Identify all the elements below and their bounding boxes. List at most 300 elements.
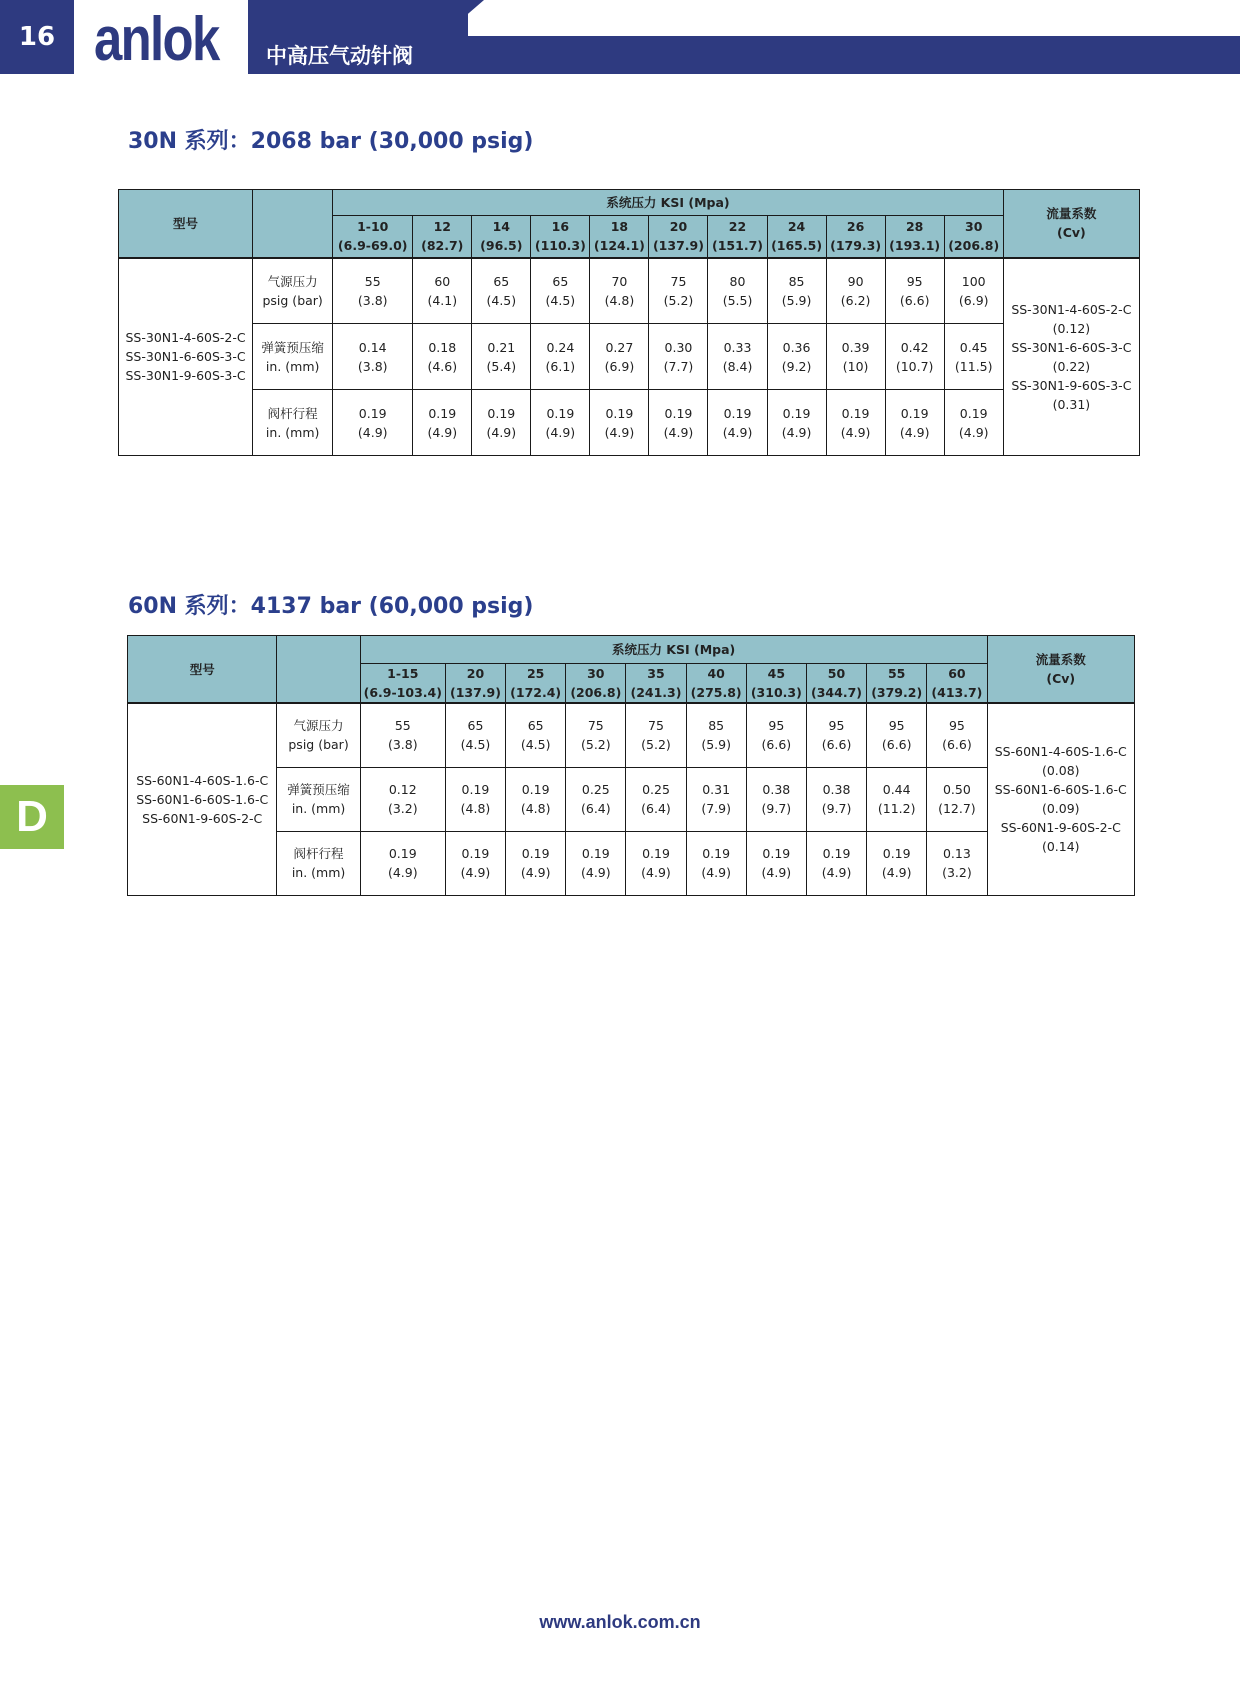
- table-cell: [566, 767, 626, 831]
- table-cell: [360, 831, 445, 895]
- cell-value: 0.50: [942, 782, 971, 797]
- cell-value: 65: [552, 273, 569, 289]
- section-title-60n: 60N 系列：4137 bar (60,000 psig): [128, 594, 534, 619]
- cell-value: 0.19: [358, 405, 387, 421]
- pressure-column-header: [867, 664, 927, 704]
- cell-value-metric: (4.9): [701, 865, 731, 880]
- row-label: [277, 831, 360, 895]
- cell-value: 0.19: [723, 405, 752, 421]
- pressure-mpa: (96.5): [480, 238, 523, 254]
- cell-value-metric: (6.6): [942, 737, 972, 753]
- pressure-mpa: (310.3): [750, 685, 802, 700]
- cell-value-metric: (9.2): [781, 358, 812, 374]
- cell-value: 0.44: [882, 782, 911, 797]
- cell-value-metric: (5.2): [641, 737, 671, 753]
- cell-value-metric: (4.9): [958, 424, 989, 440]
- table-cell: [413, 390, 472, 456]
- cv-header: [1003, 190, 1139, 258]
- pressure-mpa: (165.5): [771, 238, 823, 254]
- label-header-blank: [277, 636, 360, 704]
- table-cell: [413, 324, 472, 390]
- table-cell: [531, 324, 590, 390]
- pressure-column-header: [767, 216, 826, 258]
- cell-value-metric: (4.9): [781, 424, 812, 440]
- table-cell: [708, 258, 767, 324]
- page-number: 16: [0, 0, 74, 74]
- cell-value: 0.19: [388, 846, 417, 861]
- pressure-column-header: [590, 216, 649, 258]
- cell-value-metric: (5.9): [701, 737, 731, 753]
- cell-value: 95: [948, 718, 965, 734]
- row-label-unit: in. (mm): [291, 801, 346, 816]
- cell-value-metric: (5.2): [663, 292, 694, 308]
- cell-value: 0.19: [822, 846, 851, 861]
- cell-value: 0.19: [461, 846, 490, 861]
- table-cell: [472, 258, 531, 324]
- table-cell: [590, 258, 649, 324]
- cell-value: 60: [434, 273, 451, 289]
- pressure-ksi: 30: [587, 666, 605, 681]
- table-cell: [686, 831, 746, 895]
- pressure-ksi: 28: [905, 219, 924, 235]
- table-cell: [826, 324, 885, 390]
- pressure-ksi: 16: [551, 219, 570, 235]
- cell-value-metric: (6.6): [899, 292, 930, 308]
- table-cell: [686, 703, 746, 767]
- cell-value: 0.19: [782, 405, 811, 421]
- cell-value-metric: (4.5): [520, 737, 551, 753]
- spec-table-60n: [127, 635, 1135, 896]
- pressure-ksi: 26: [846, 219, 865, 235]
- row-label-unit: psig (bar): [262, 292, 323, 308]
- pressure-column-header: [944, 216, 1003, 258]
- brand-logo: anlok: [94, 5, 219, 74]
- table-row: [128, 831, 1135, 895]
- cell-value-metric: (11.2): [877, 801, 916, 816]
- table-cell: [885, 324, 944, 390]
- cell-value: 0.38: [762, 782, 791, 797]
- cell-value-metric: (4.9): [520, 865, 551, 880]
- row-label: [277, 703, 360, 767]
- cell-value-metric: (4.9): [722, 424, 753, 440]
- pressure-mpa: (137.9): [449, 685, 501, 700]
- table-cell: [826, 390, 885, 456]
- cv-value: (0.08): [1041, 763, 1080, 779]
- row-label: [277, 767, 360, 831]
- row-label: [253, 324, 333, 390]
- cell-value: 0.19: [762, 846, 791, 861]
- cell-value-metric: (3.2): [387, 801, 418, 816]
- table-cell: [708, 390, 767, 456]
- cell-value-metric: (4.9): [545, 424, 576, 440]
- table-cell: [445, 831, 505, 895]
- cell-value: 0.39: [841, 339, 870, 355]
- label-header-blank: [253, 190, 333, 258]
- pressure-column-header: [360, 664, 445, 704]
- cell-value: 0.21: [487, 339, 516, 355]
- cell-value: 0.42: [900, 339, 929, 355]
- cell-value-metric: (3.2): [942, 865, 972, 880]
- cell-value-metric: (7.9): [701, 801, 731, 816]
- cv-value: (0.12): [1052, 320, 1091, 336]
- pressure-mpa: (193.1): [889, 238, 941, 254]
- footer-website[interactable]: www.anlok.com.cn: [539, 1612, 701, 1632]
- cell-value: 0.19: [900, 405, 929, 421]
- model-list: [128, 703, 277, 895]
- pressure-column-header: [333, 216, 413, 258]
- table-cell: [927, 703, 987, 767]
- cell-value-metric: (5.2): [581, 737, 611, 753]
- cell-value: 85: [708, 718, 725, 734]
- cell-value-metric: (4.9): [663, 424, 694, 440]
- cell-value: 0.18: [428, 339, 457, 355]
- cell-value-metric: (10.7): [895, 358, 934, 374]
- cell-value: 85: [788, 273, 805, 289]
- cell-value: 0.36: [782, 339, 811, 355]
- cell-value-metric: (4.9): [641, 865, 671, 880]
- pressure-ksi: 55: [887, 666, 906, 681]
- cell-value: 0.19: [959, 405, 988, 421]
- pressure-mpa: (137.9): [652, 238, 704, 254]
- model-header: 型号: [128, 636, 277, 704]
- cell-value: 65: [467, 718, 484, 734]
- cell-value-metric: (4.9): [821, 865, 852, 880]
- spec-table-30n: [118, 189, 1140, 456]
- table-row: [119, 390, 1140, 456]
- table-cell: [867, 767, 927, 831]
- cell-value: 0.31: [702, 782, 731, 797]
- pressure-column-header: [506, 664, 566, 704]
- cell-value-metric: (4.8): [460, 801, 491, 816]
- table-cell: [746, 703, 806, 767]
- cell-value: 80: [729, 273, 746, 289]
- cell-value: 0.19: [642, 846, 670, 861]
- pressure-mpa: (6.9-103.4): [363, 685, 442, 700]
- pressure-column-header: [626, 664, 686, 704]
- cell-value-metric: (7.7): [663, 358, 694, 374]
- cell-value-metric: (4.9): [427, 424, 458, 440]
- table-cell: [531, 390, 590, 456]
- pressure-mpa: (179.3): [830, 238, 882, 254]
- table-cell: [531, 258, 590, 324]
- cv-value: SS-60N1-4-60S-1.6-C: [994, 744, 1127, 760]
- pressure-ksi: 45: [767, 666, 786, 681]
- row-label: [253, 390, 333, 456]
- cell-value: 0.19: [428, 405, 457, 421]
- cell-value: 0.19: [487, 405, 516, 421]
- pressure-column-header: [566, 664, 626, 704]
- cv-header-unit: (Cv): [1057, 225, 1086, 241]
- cell-value-metric: (4.9): [881, 865, 912, 880]
- cell-value-metric: (6.6): [881, 737, 912, 753]
- model-number: SS-30N1-9-60S-3-C: [125, 368, 246, 384]
- cell-value-metric: (6.2): [840, 292, 871, 308]
- table-cell: [944, 324, 1003, 390]
- cell-value: 95: [828, 718, 845, 734]
- pressure-column-header: [806, 664, 866, 704]
- pressure-mpa: (6.9-69.0): [337, 238, 408, 254]
- cell-value: 90: [847, 273, 864, 289]
- table-row: [128, 703, 1135, 767]
- cell-value-metric: (6.4): [641, 801, 671, 816]
- cv-header-unit: (Cv): [1046, 671, 1076, 686]
- cell-value: 0.30: [664, 339, 693, 355]
- cell-value-metric: (6.6): [821, 737, 852, 753]
- cell-value-metric: (6.1): [545, 358, 576, 374]
- pressure-ksi: 60: [948, 666, 966, 681]
- cell-value: 70: [611, 273, 628, 289]
- table-cell: [649, 324, 708, 390]
- table-cell: [885, 390, 944, 456]
- cell-value-metric: (4.9): [460, 865, 491, 880]
- pressure-ksi: 1-15: [387, 666, 419, 681]
- cell-value-metric: (3.8): [387, 737, 418, 753]
- cell-value: 65: [493, 273, 510, 289]
- cell-value: 95: [768, 718, 785, 734]
- cell-value-metric: (9.7): [821, 801, 852, 816]
- cell-value: 0.19: [581, 846, 610, 861]
- table-cell: [927, 767, 987, 831]
- section-title-30n: 30N 系列：2068 bar (30,000 psig): [128, 129, 534, 154]
- row-label-name: 阀杆行程: [293, 846, 344, 861]
- row-label-name: 弹簧预压缩: [287, 782, 350, 797]
- table-cell: [867, 831, 927, 895]
- table-cell: [626, 831, 686, 895]
- cell-value-metric: (11.5): [954, 358, 993, 374]
- cell-value: 0.19: [521, 782, 550, 797]
- cv-values: [1003, 258, 1139, 456]
- table-cell: [826, 258, 885, 324]
- cell-value: 100: [961, 273, 986, 289]
- table-cell: [626, 767, 686, 831]
- cv-value: (0.31): [1052, 396, 1091, 412]
- pressure-mpa: (82.7): [421, 238, 464, 254]
- pressure-mpa: (110.3): [534, 238, 586, 254]
- pressure-ksi: 25: [526, 666, 545, 681]
- pressure-ksi: 24: [787, 219, 806, 235]
- cell-value-metric: (3.8): [357, 292, 388, 308]
- cv-value: SS-60N1-6-60S-1.6-C: [994, 782, 1127, 798]
- cell-value-metric: (6.9): [958, 292, 989, 308]
- cell-value: 0.24: [546, 339, 575, 355]
- cv-header-label: 流量系数: [1046, 206, 1097, 222]
- table-cell: [885, 258, 944, 324]
- cell-value-metric: (4.8): [520, 801, 551, 816]
- cv-value: SS-60N1-9-60S-2-C: [1000, 820, 1121, 836]
- model-number: SS-60N1-6-60S-1.6-C: [136, 791, 269, 807]
- cell-value: 0.25: [581, 782, 610, 797]
- cell-value-metric: (4.6): [427, 358, 458, 374]
- table-cell: [767, 390, 826, 456]
- cell-value-metric: (4.9): [604, 424, 635, 440]
- row-label-name: 气源压力: [267, 273, 318, 289]
- table-cell: [333, 324, 413, 390]
- cell-value: 0.25: [642, 782, 670, 797]
- cell-value: 0.19: [546, 405, 575, 421]
- cell-value-metric: (4.9): [387, 865, 418, 880]
- pressure-ksi: 20: [669, 219, 688, 235]
- model-number: SS-60N1-9-60S-2-C: [142, 810, 263, 826]
- cell-value: 0.38: [822, 782, 851, 797]
- cell-value: 0.19: [605, 405, 634, 421]
- table-cell: [590, 390, 649, 456]
- model-number: SS-30N1-4-60S-2-C: [125, 330, 246, 346]
- pressure-ksi: 18: [610, 219, 629, 235]
- pressure-column-header: [826, 216, 885, 258]
- system-pressure-header: 系统压力 KSI (Mpa): [360, 636, 987, 664]
- cell-value: 0.19: [521, 846, 550, 861]
- cv-value: (0.14): [1041, 839, 1080, 855]
- model-number: SS-30N1-6-60S-3-C: [125, 349, 246, 365]
- cell-value: 55: [394, 718, 411, 734]
- pressure-mpa: (413.7): [931, 685, 983, 700]
- cell-value-metric: (4.8): [604, 292, 635, 308]
- table-cell: [506, 703, 566, 767]
- section-tab-d: D: [0, 785, 64, 849]
- cv-value: (0.09): [1041, 801, 1080, 817]
- cell-value: 0.19: [664, 405, 693, 421]
- pressure-ksi: 40: [707, 666, 725, 681]
- cell-value-metric: (9.7): [761, 801, 792, 816]
- pressure-ksi: 12: [433, 219, 451, 235]
- pressure-column-header: [531, 216, 590, 258]
- cell-value: 0.19: [702, 846, 731, 861]
- table-cell: [566, 831, 626, 895]
- cv-value: (0.22): [1052, 358, 1091, 374]
- pressure-mpa: (206.8): [570, 685, 622, 700]
- pressure-mpa: (124.1): [593, 238, 645, 254]
- pressure-mpa: (206.8): [948, 238, 1000, 254]
- system-pressure-header: 系统压力 KSI (Mpa): [333, 190, 1004, 216]
- pressure-ksi: 1-10: [357, 219, 389, 235]
- model-number: SS-60N1-4-60S-1.6-C: [136, 772, 269, 788]
- table-cell: [767, 258, 826, 324]
- table-cell: [445, 703, 505, 767]
- table-cell: [360, 703, 445, 767]
- table-cell: [506, 767, 566, 831]
- row-label-unit: in. (mm): [265, 424, 320, 440]
- pressure-mpa: (241.3): [630, 685, 682, 700]
- pressure-ksi: 14: [492, 219, 511, 235]
- table-cell: [649, 258, 708, 324]
- cell-value: 0.19: [841, 405, 870, 421]
- header-subtitle: 中高压气动针阀: [266, 44, 413, 68]
- cv-value: SS-30N1-9-60S-3-C: [1011, 377, 1132, 393]
- table-cell: [806, 703, 866, 767]
- table-cell: [649, 390, 708, 456]
- table-cell: [944, 258, 1003, 324]
- cell-value-metric: (5.4): [486, 358, 517, 374]
- pressure-column-header: [413, 216, 472, 258]
- cv-header-label: 流量系数: [1035, 652, 1086, 667]
- cell-value-metric: (6.4): [581, 801, 611, 816]
- pressure-column-header: [445, 664, 505, 704]
- cell-value-metric: (4.9): [899, 424, 930, 440]
- pressure-column-header: [472, 216, 531, 258]
- pressure-column-header: [885, 216, 944, 258]
- cell-value-metric: (4.9): [581, 865, 611, 880]
- pressure-ksi: 50: [827, 666, 846, 681]
- pressure-ksi: 30: [965, 219, 983, 235]
- cell-value: 0.19: [882, 846, 911, 861]
- row-label-name: 气源压力: [293, 718, 344, 734]
- table-cell: [472, 324, 531, 390]
- table-cell: [686, 767, 746, 831]
- cell-value-metric: (8.4): [722, 358, 753, 374]
- pressure-mpa: (344.7): [811, 685, 862, 700]
- pressure-mpa: (275.8): [690, 685, 742, 700]
- pressure-column-header: [649, 216, 708, 258]
- table-row: [119, 258, 1140, 324]
- table-cell: [445, 767, 505, 831]
- pressure-column-header: [746, 664, 806, 704]
- table-cell: [767, 324, 826, 390]
- row-label: [253, 258, 333, 324]
- table-cell: [333, 390, 413, 456]
- cv-value: SS-30N1-4-60S-2-C: [1011, 301, 1132, 317]
- pressure-mpa: (151.7): [712, 238, 763, 254]
- pressure-ksi: 35: [647, 666, 665, 681]
- cell-value-metric: (4.5): [545, 292, 576, 308]
- table-cell: [472, 390, 531, 456]
- pressure-column-header: [686, 664, 746, 704]
- cell-value: 0.45: [959, 339, 988, 355]
- cell-value: 95: [888, 718, 905, 734]
- table-cell: [746, 831, 806, 895]
- row-label-name: 阀杆行程: [267, 405, 318, 421]
- table-cell: [708, 324, 767, 390]
- cell-value: 0.13: [942, 846, 971, 861]
- cell-value-metric: (4.9): [357, 424, 388, 440]
- cell-value-metric: (6.6): [761, 737, 792, 753]
- cell-value: 55: [364, 273, 381, 289]
- cell-value: 75: [670, 273, 687, 289]
- table-cell: [413, 258, 472, 324]
- header-tab-slant: [440, 0, 484, 38]
- cell-value: 0.33: [723, 339, 752, 355]
- cell-value-metric: (4.9): [761, 865, 792, 880]
- cell-value-metric: (4.5): [460, 737, 491, 753]
- table-row: [119, 324, 1140, 390]
- cell-value-metric: (6.9): [604, 358, 635, 374]
- cell-value-metric: (5.9): [781, 292, 812, 308]
- cell-value-metric: (4.9): [840, 424, 871, 440]
- cell-value: 65: [527, 718, 544, 734]
- cell-value: 75: [587, 718, 604, 734]
- model-header: 型号: [119, 190, 253, 258]
- table-cell: [566, 703, 626, 767]
- table-cell: [360, 767, 445, 831]
- cv-values: [987, 703, 1134, 895]
- row-label-unit: in. (mm): [291, 865, 346, 880]
- pressure-column-header: [708, 216, 767, 258]
- cell-value-metric: (12.7): [938, 801, 976, 816]
- cell-value: 0.14: [358, 339, 387, 355]
- cell-value-metric: (4.9): [486, 424, 517, 440]
- row-label-name: 弹簧预压缩: [261, 339, 324, 355]
- table-cell: [746, 767, 806, 831]
- table-cell: [867, 703, 927, 767]
- cv-value: SS-30N1-6-60S-3-C: [1011, 339, 1132, 355]
- pressure-column-header: [927, 664, 987, 704]
- pressure-mpa: (172.4): [510, 685, 562, 700]
- table-cell: [944, 390, 1003, 456]
- table-cell: [806, 767, 866, 831]
- table-cell: [626, 703, 686, 767]
- cell-value-metric: (10): [842, 358, 869, 374]
- table-cell: [506, 831, 566, 895]
- table-cell: [333, 258, 413, 324]
